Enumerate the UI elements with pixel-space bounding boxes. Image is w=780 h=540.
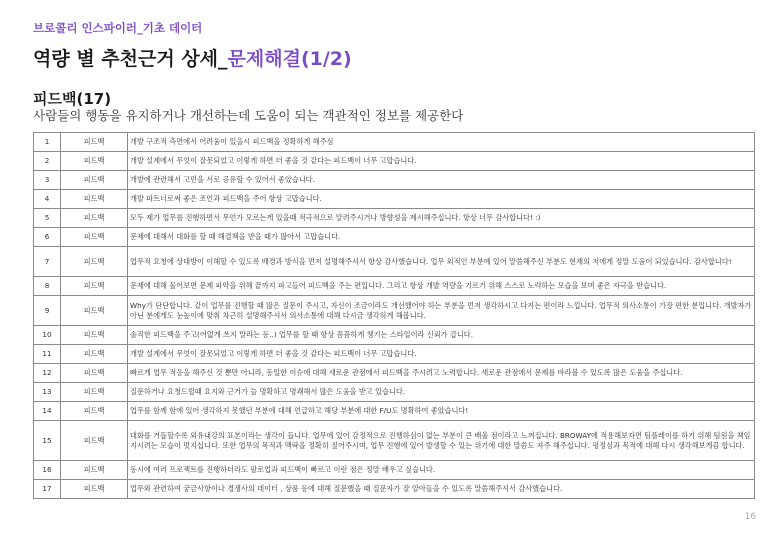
row-category: 피드백	[61, 190, 128, 209]
table-row	[34, 296, 755, 326]
title-main: 역량 별 추천근거 상세_	[33, 48, 228, 70]
row-feedback-text: 빠르게 업무 적응을 해주신 것 뿐만 아니라, 동일한 이슈에 대해 새로운 관점에서 피드백을 주시려고 노력합니다. 새로운 관점에서 문제를 바라볼 수 있도록 많은 도움을 주십니다.	[128, 364, 755, 383]
row-feedback-text: 개발 설계에서 무엇이 잘못되었고 이렇게 하면 더 좋을 것 같다는 피드백이 너무 고맙습니다.	[128, 345, 755, 364]
row-number: 9	[34, 296, 61, 326]
row-number: 6	[34, 228, 61, 247]
table-row	[34, 152, 755, 171]
row-category: 피드백	[61, 171, 128, 190]
row-number: 17	[34, 480, 61, 499]
row-feedback-text: 개발 파트너로써 좋은 조언과 피드백을 주어 항상 고맙습니다.	[128, 190, 755, 209]
row-category: 피드백	[61, 133, 128, 152]
row-category: 피드백	[61, 461, 128, 480]
row-category: 피드백	[61, 383, 128, 402]
row-number: 14	[34, 402, 61, 421]
row-feedback-text: 문제에 대해 물어보면 문제 파악을 위해 끝까지 파고들어 피드백을 주는 편입니다. 그리고 항상 개발 역량을 기르기 위해 스스로 노력하는 모습을 보며 좋은 자극을 받습니다.	[128, 277, 755, 296]
section-title: 피드백(17)	[33, 90, 112, 108]
table-row	[34, 402, 755, 421]
title-accent: 문제해결(1/2)	[227, 48, 352, 70]
row-number: 16	[34, 461, 61, 480]
page-number: 16	[744, 512, 756, 522]
row-feedback-text: 대화를 거듭할수록 외유내강의 표본이라는 생각이 듭니다. 업무에 있어 감정적으로 진행하심이 없는 부분이 큰 배울 점이라고 느껴집니다. BROWAY에 적용해보자면 팀플레이를 하기 위해 팀원을 책임지시려는 모습이 멋지십니다. 또한 업무의 목적과 맥락을 정확히 짚어주시며, 업무 진행에 있어 발생할 수 있는 위기에 대한 말씀도 자주 해주십니다. 평정심과 목적에 대해 다시 생각해보게끔 합니다.	[128, 421, 755, 461]
row-feedback-text: 개발에 관련해서 고민을 서로 공유할 수 있어서 좋았습니다.	[128, 171, 755, 190]
row-category: 피드백	[61, 228, 128, 247]
row-feedback-text: 개발 구조적 측면에서 어려움이 있을시 피드백을 정확하게 해주심	[128, 133, 755, 152]
row-feedback-text: 문제에 대해서 대화를 할 때 해결책을 받을 때가 많아서 고맙습니다.	[128, 228, 755, 247]
table-row	[34, 461, 755, 480]
row-category: 피드백	[61, 421, 128, 461]
row-number: 3	[34, 171, 61, 190]
table-row	[34, 133, 755, 152]
row-category: 피드백	[61, 152, 128, 171]
row-category: 피드백	[61, 402, 128, 421]
row-category: 피드백	[61, 277, 128, 296]
row-feedback-text: 업무와 관련하여 궁금사항이나 경쟁사의 데이터 , 상품 등에 대해 질문했을 때 질문자가 잘 알아들을 수 있도록 말씀해주셔서 감사했습니다.	[128, 480, 755, 499]
row-category: 피드백	[61, 326, 128, 345]
table-row	[34, 364, 755, 383]
table-row	[34, 171, 755, 190]
row-number: 7	[34, 247, 61, 277]
row-number: 4	[34, 190, 61, 209]
row-feedback-text: Why가 단단합니다. 같이 업무를 진행할 때 많은 질문이 주시고, 자신이 조금이라도 개선했어야 하는 부분을 먼저 생각하시고 다지는 편이라 느낍니다. 업무적 의사소통이 가장 편한 분입니다. 개발자가 아닌 분에게도 눈높이에 맞춰 차근히 설명해주셔서 의사소통에 대해 다시금 생각하게 해봅니다.	[128, 296, 755, 326]
table-row	[34, 247, 755, 277]
row-feedback-text: 업무를 함께 함에 있어 생각하지 못했던 부분에 대해 언급하고 해당 부분에 대한 F/U도 명확하여 좋았습니다!	[128, 402, 755, 421]
row-category: 피드백	[61, 480, 128, 499]
row-category: 피드백	[61, 209, 128, 228]
row-feedback-text: 개발 설계에서 무엇이 잘못되었고 이렇게 하면 더 좋을 것 같다는 피드백이 너무 고맙습니다.	[128, 152, 755, 171]
row-category: 피드백	[61, 247, 128, 277]
row-number: 12	[34, 364, 61, 383]
row-number: 10	[34, 326, 61, 345]
row-category: 피드백	[61, 296, 128, 326]
table-row	[34, 421, 755, 461]
table-row	[34, 209, 755, 228]
row-number: 1	[34, 133, 61, 152]
row-feedback-text: 솔직한 피드백을 주고(어없게 쓰지 말라는 등..) 업무를 할 때 항상 꼼꼼하게 챙기는 스타일이라 신뢰가 갑니다.	[128, 326, 755, 345]
table-row	[34, 345, 755, 364]
row-number: 11	[34, 345, 61, 364]
row-feedback-text: 모두 제가 업무를 진행하면서 무언가 모르는게 있을때 적극적으로 알려주시거나 방향성을 제시해주십니다. 항상 너무 감사합니다! :)	[128, 209, 755, 228]
row-category: 피드백	[61, 345, 128, 364]
row-feedback-text: 업무적 요청에 상대방이 이해할 수 있도록 배경과 방식을 먼저 설명해주셔서 항상 감사했습니다. 업무 외적인 부분에 있어 말씀해주신 부분도 현재의 저에게 정말 도움이 되었습니다. 감사합니다!	[128, 247, 755, 277]
feedback-table	[33, 132, 755, 499]
table-row	[34, 383, 755, 402]
row-feedback-text: 질문하거나 요청드릴때 요지와 근거가 늘 명확하고 명쾌해서 많은 도움을 받고 있습니다.	[128, 383, 755, 402]
table-row	[34, 190, 755, 209]
table-row	[34, 277, 755, 296]
row-number: 2	[34, 152, 61, 171]
row-number: 5	[34, 209, 61, 228]
row-feedback-text: 동시에 여러 프로젝트를 진행하더라도 팔로업과 피드백이 빠르고 이런 점은 정말 배우고 싶습니다.	[128, 461, 755, 480]
row-number: 13	[34, 383, 61, 402]
section-subtitle: 사람들의 행동을 유지하거나 개선하는데 도움이 되는 객관적인 정보를 제공한다	[33, 108, 464, 123]
top-label: 브로콜리 인스파이러_기초 데이터	[33, 21, 203, 35]
row-number: 15	[34, 421, 61, 461]
page-title	[33, 44, 352, 71]
table-row	[34, 326, 755, 345]
row-category: 피드백	[61, 364, 128, 383]
row-number: 8	[34, 277, 61, 296]
feedback-table-body	[34, 133, 755, 499]
table-row	[34, 480, 755, 499]
table-row	[34, 228, 755, 247]
